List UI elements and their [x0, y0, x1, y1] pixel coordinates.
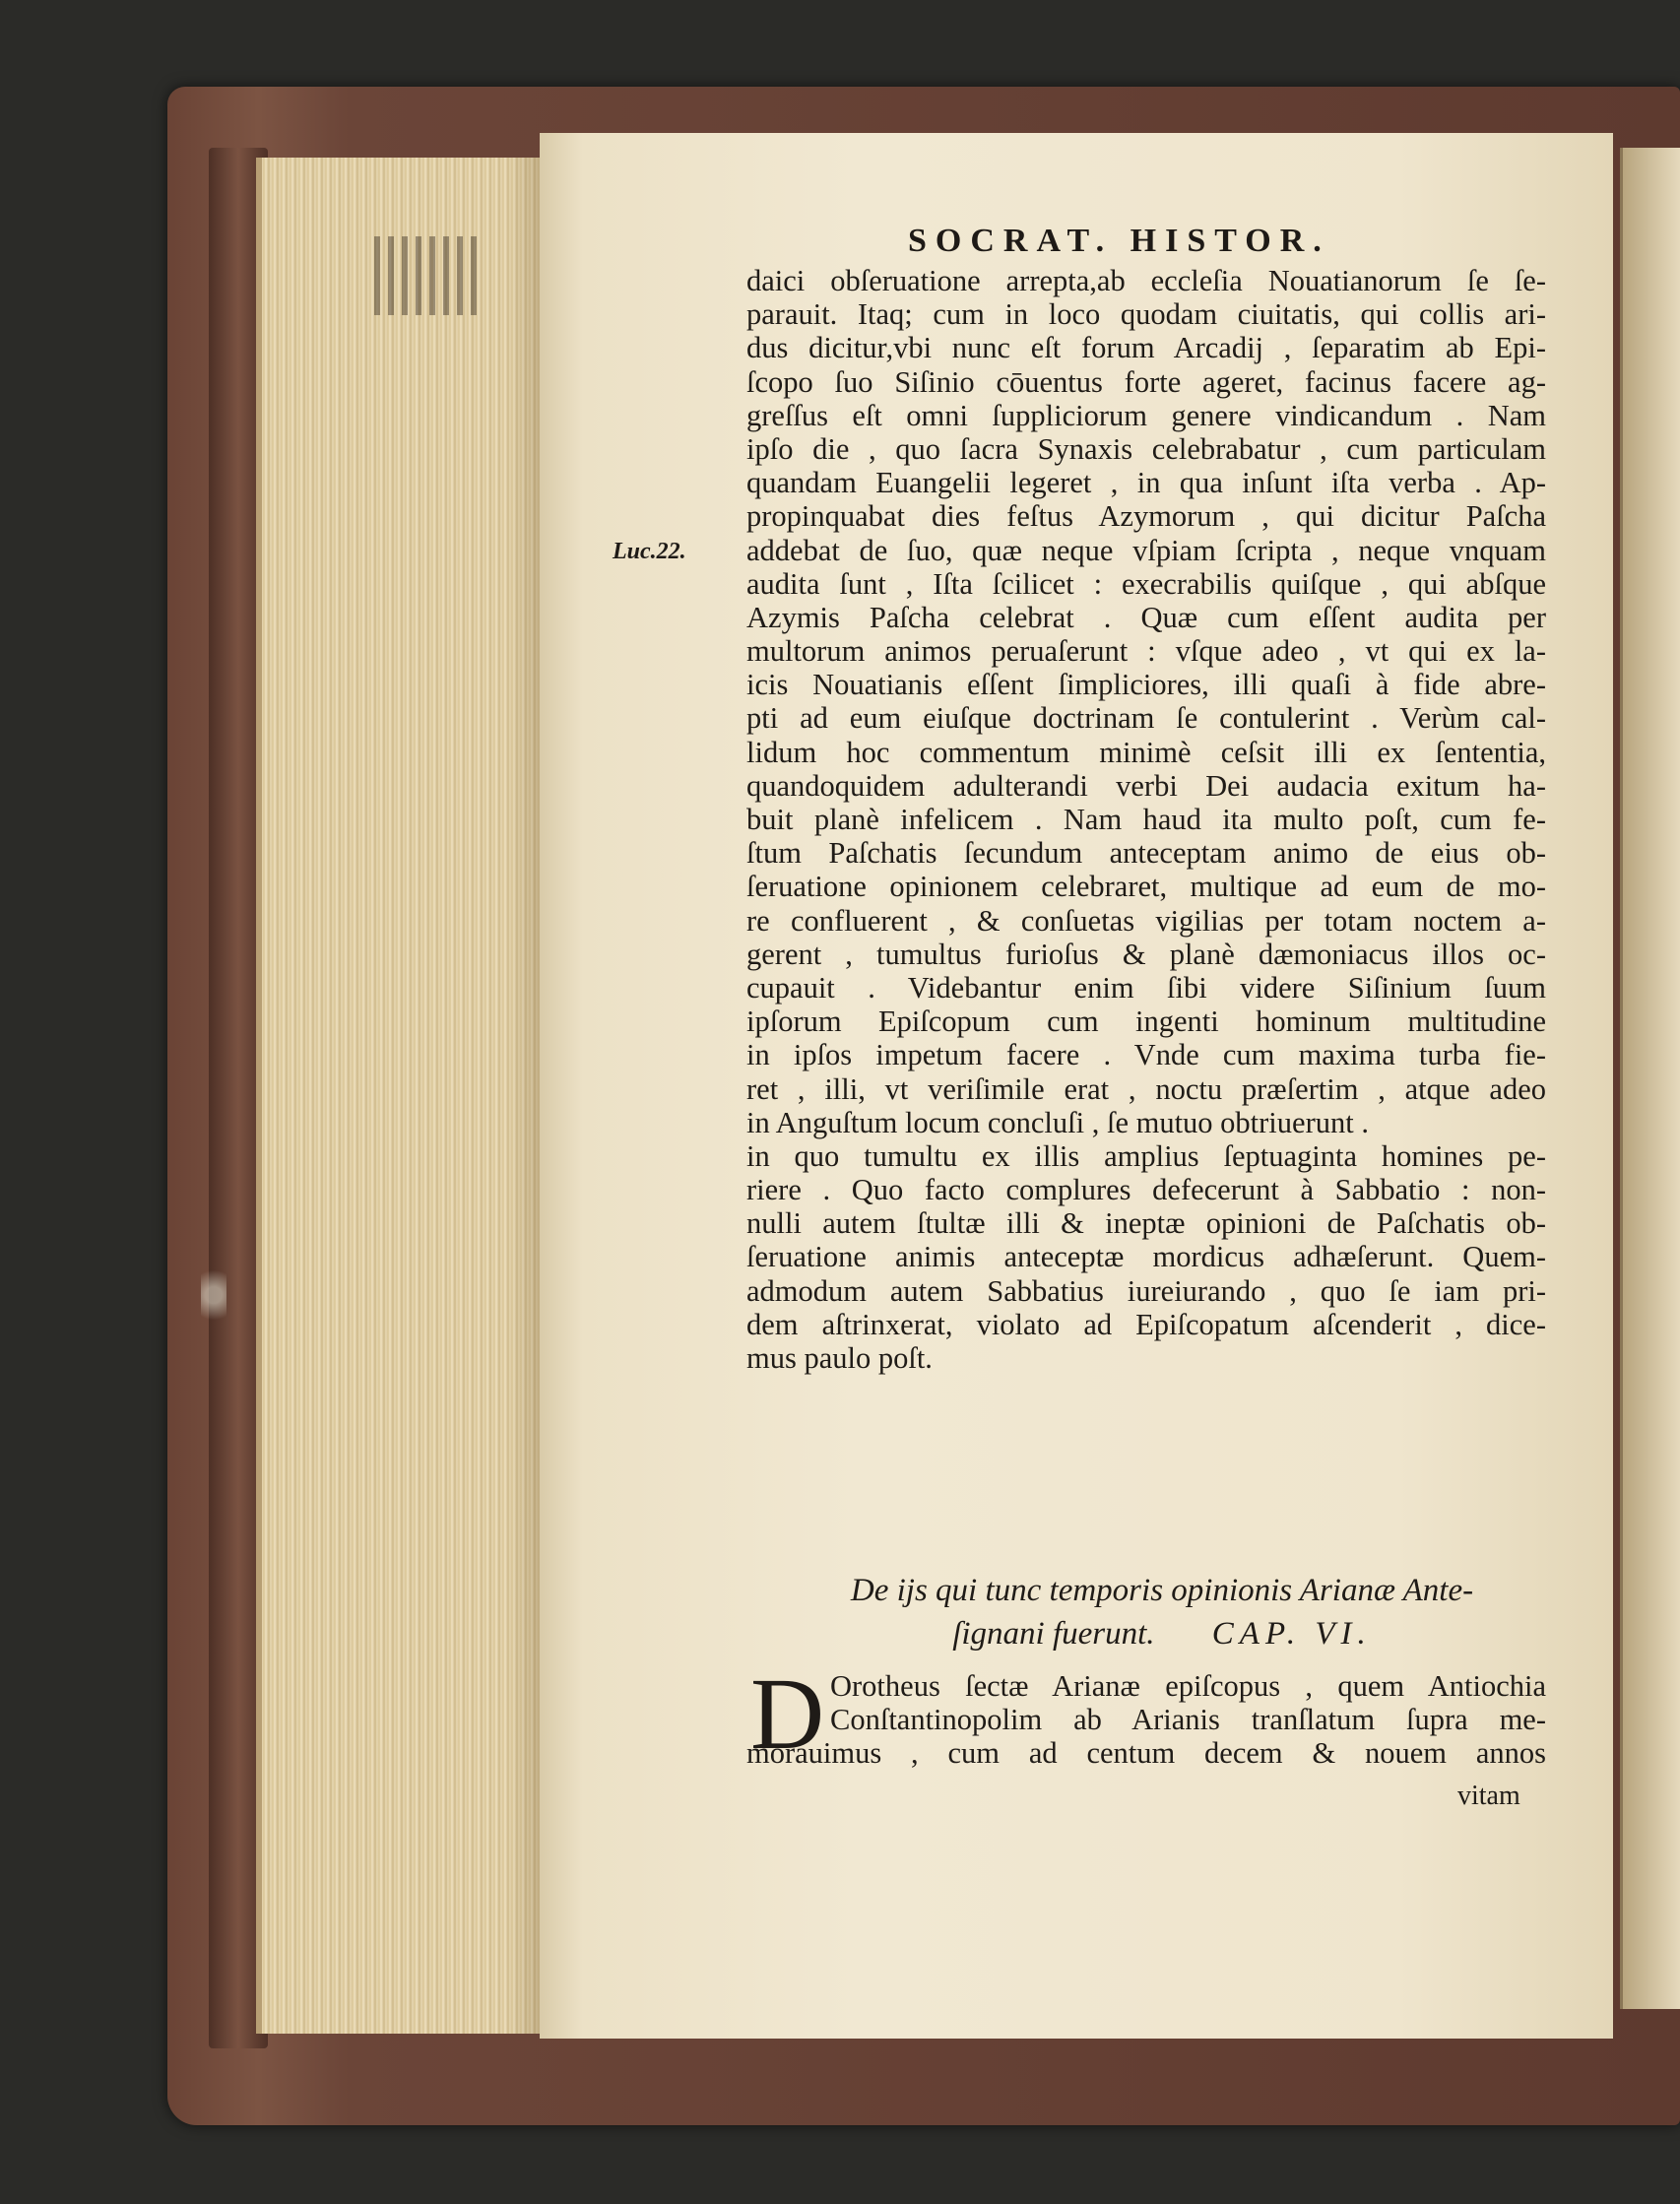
marginal-note: Luc.22.	[613, 539, 686, 564]
facing-page-edge	[1620, 148, 1680, 2009]
text-line: dus dicitur,vbi nunc eſt forum Arcadij , ſeparatim ab Epi-	[746, 331, 1546, 365]
chapter-text-line: morauimus , cum ad centum decem & nouem annos	[746, 1736, 1546, 1771]
text-line: in quo tumultu ex illis amplius ſeptuaginta homines pe-	[746, 1138, 1546, 1173]
text-line: ipſo die , quo ſacra Synaxis celebrabatur , cum particulam	[746, 431, 1546, 466]
text-line: Azymis Paſcha celebrat . Quæ cum eſſent audita per	[746, 600, 1546, 634]
text-line: ſtum Paſchatis ſecundum anteceptam animo de eius ob-	[746, 836, 1546, 871]
drop-cap-initial: D	[750, 1657, 825, 1771]
text-line: daici obſeruatione arrepta,ab eccleſia Nouatianorum ſe ſe-	[746, 264, 1546, 297]
chapter-text-line: Conſtantinopolim ab Arianis tranſlatum ſupra me-	[830, 1703, 1546, 1737]
text-line: buit planè infelicem . Nam haud ita multo poſt, cum fe-	[746, 803, 1546, 836]
text-line: addebat de ſuo, quæ neque vſpiam ſcripta , neque vnquam	[746, 533, 1546, 567]
body-text	[746, 264, 1546, 1375]
text-line: dem aſtrinxerat, violato ad Epiſcopatum aſcenderit , dice-	[746, 1307, 1546, 1341]
loose-thread	[201, 1256, 226, 1334]
text-line: greſſus eſt omni ſuppliciorum genere vindicandum . Nam	[746, 398, 1546, 432]
text-line: in ipſos impetum facere . Vnde cum maxima turba fie-	[746, 1038, 1546, 1072]
text-line: in Anguſtum locum concluſi , ſe mutuo obtriuerunt .	[746, 1105, 1369, 1139]
text-line: ret , illi, vt veriſimile erat , noctu præſertim , atque adeo	[746, 1071, 1546, 1106]
chapter-title-cont: ſignani fuerunt.	[952, 1616, 1155, 1652]
running-head: SOCRAT. HISTOR.	[908, 223, 1330, 259]
chapter-title-line-2	[788, 1612, 1536, 1655]
text-line: riere . Quo facto complures defecerunt à Sabbatio : non-	[746, 1173, 1546, 1207]
text-line: re confluerent , & conſuetas vigilias per totam noctem a-	[746, 903, 1546, 938]
chapter-label: CAP. VI.	[1211, 1616, 1372, 1652]
text-line: cupauit . Videbantur enim ſibi videre Siſinium ſuum	[746, 970, 1546, 1005]
text-line: ſeruatione opinionem celebraret, multique ad eum de mo-	[746, 870, 1546, 904]
text-line: quandam Euangelii legeret , in qua inſunt iſta verba . Ap-	[746, 466, 1546, 500]
text-line: multorum animos peruaſerunt : vſque adeo , vt qui ex la-	[746, 634, 1546, 669]
text-line: admodum autem Sabbatius iureiurando , quo ſe iam pri-	[746, 1273, 1546, 1308]
chapter-text	[746, 1657, 1546, 1771]
text-line: ſeruatione animis anteceptæ mordicus adhæſerunt. Quem-	[746, 1240, 1546, 1274]
fore-edge-inscription	[374, 236, 483, 315]
text-line: mus paulo poſt.	[746, 1341, 933, 1375]
text-line: propinquabat dies feſtus Azymorum , qui dicitur Paſcha	[746, 499, 1546, 534]
text-line: pti ad eum eiuſque doctrinam ſe contulerint . Verùm cal-	[746, 701, 1546, 736]
text-line: ipſorum Epiſcopum cum ingenti hominum multitudine	[746, 1005, 1546, 1039]
text-line: lidum hoc commentum minimè ceſsit illi ex ſententia,	[746, 735, 1546, 769]
text-line: ſcopo ſuo Siſinio cōuentus forte ageret, facinus facere ag-	[746, 364, 1546, 399]
catchword: vitam	[1457, 1781, 1520, 1811]
chapter-title-line: De ijs qui tunc temporis opinionis Arianæ Ante-	[850, 1573, 1474, 1608]
chapter-text-line: Orotheus ſectæ Arianæ epiſcopus , quem Antiochia	[830, 1669, 1546, 1703]
text-line: gerent , tumultus furioſus & planè dæmoniacus illos oc-	[746, 937, 1546, 971]
page-stack-fore-edge	[256, 158, 548, 2034]
text-line: audita ſunt , Iſta ſcilicet : execrabilis quiſque , qui abſque	[746, 566, 1546, 601]
text-line: icis Nouatianis eſſent ſimpliciores, illi quaſi à fide abre-	[746, 668, 1546, 702]
text-line: parauit. Itaq; cum in loco quodam ciuitatis, qui collis ari-	[746, 297, 1546, 332]
text-line: nulli autem ſtultæ illi & ineptæ opinioni de Paſchatis ob-	[746, 1206, 1546, 1241]
chapter-heading	[788, 1569, 1536, 1655]
text-line: quandoquidem adulterandi verbi Dei audacia exitum ha-	[746, 768, 1546, 803]
